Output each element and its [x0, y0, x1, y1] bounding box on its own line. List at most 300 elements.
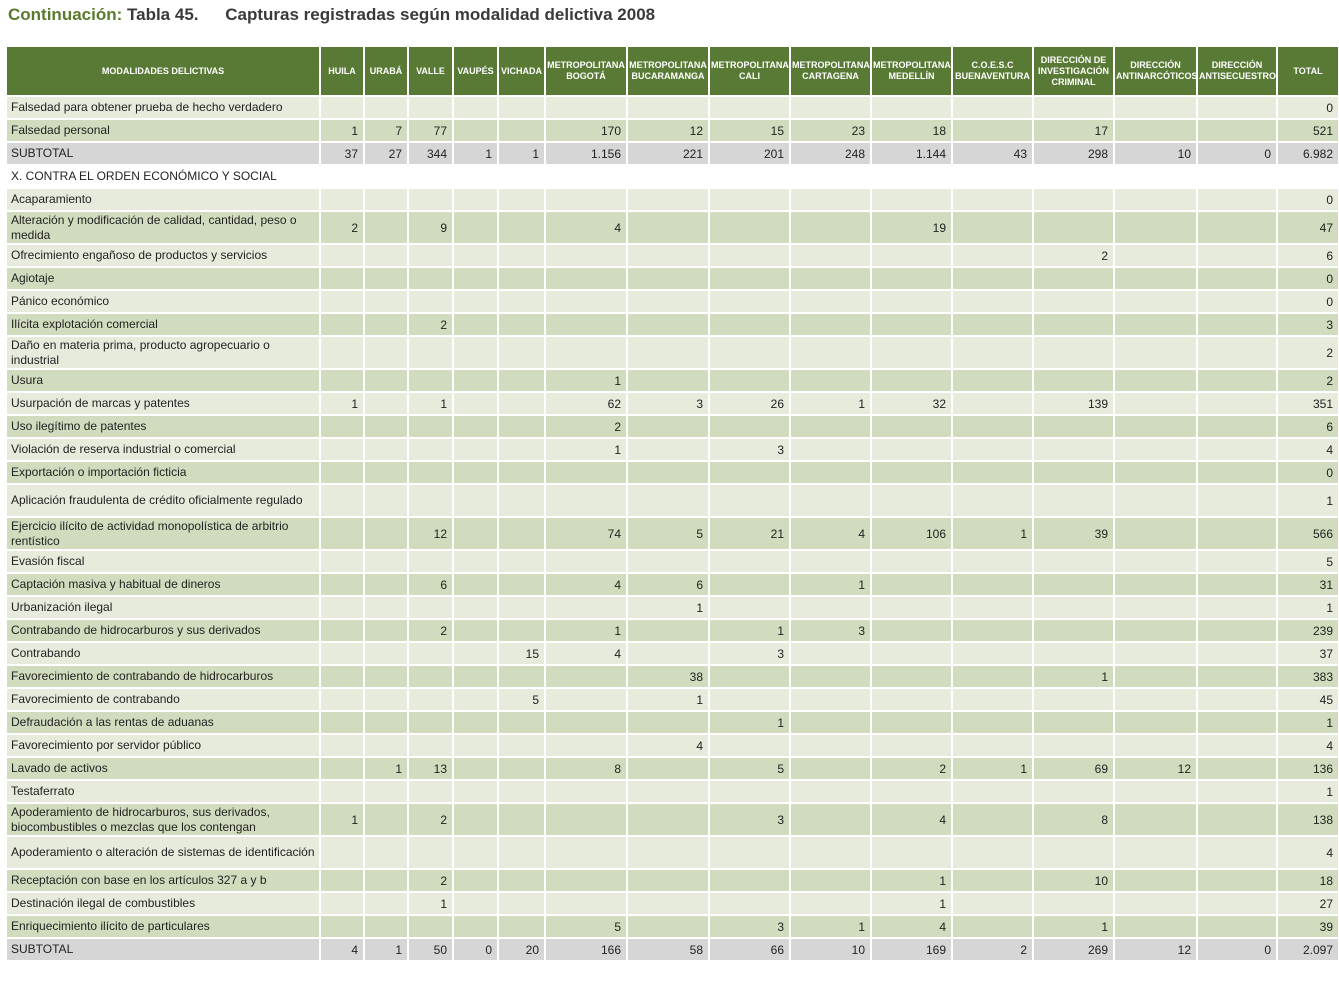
value-cell	[498, 369, 545, 392]
value-cell	[498, 869, 545, 892]
value-cell	[952, 915, 1033, 938]
value-cell: 2	[545, 415, 627, 438]
column-header-modalidades: MODALIDADES DELICTIVAS	[6, 46, 320, 96]
value-cell	[364, 550, 408, 573]
value-cell	[627, 313, 709, 336]
table-row	[6, 336, 1339, 369]
value-cell	[545, 461, 627, 484]
value-cell	[627, 188, 709, 211]
value-cell	[1114, 711, 1197, 734]
value-cell	[320, 892, 364, 915]
total-cell: 383	[1277, 665, 1339, 688]
value-cell: 3	[709, 438, 790, 461]
row-label: Defraudación a las rentas de aduanas	[6, 711, 320, 734]
total-cell: 0	[1277, 96, 1339, 119]
value-cell: 201	[709, 142, 790, 165]
table-number: Tabla 45.	[127, 5, 199, 24]
value-cell: 19	[871, 211, 952, 244]
value-cell	[453, 573, 498, 596]
value-cell	[408, 596, 453, 619]
value-cell	[1033, 734, 1114, 757]
value-cell	[498, 211, 545, 244]
value-cell	[364, 573, 408, 596]
row-label: SUBTOTAL	[6, 938, 320, 961]
value-cell	[408, 415, 453, 438]
value-cell	[320, 757, 364, 780]
value-cell	[498, 665, 545, 688]
table-row	[6, 573, 1339, 596]
value-cell: 39	[1033, 517, 1114, 550]
value-cell	[498, 244, 545, 267]
value-cell	[320, 596, 364, 619]
value-cell: 1	[790, 915, 871, 938]
column-header: VICHADA	[498, 46, 545, 96]
total-cell: 0	[1277, 461, 1339, 484]
row-label: Aplicación fraudulenta de crédito oficialmente regulado	[6, 484, 320, 517]
value-cell	[498, 573, 545, 596]
column-header: URABÁ	[364, 46, 408, 96]
value-cell: 12	[627, 119, 709, 142]
value-cell	[871, 267, 952, 290]
value-cell	[498, 392, 545, 415]
value-cell	[1197, 573, 1277, 596]
table-row	[6, 438, 1339, 461]
value-cell	[1114, 415, 1197, 438]
value-cell	[1033, 619, 1114, 642]
value-cell	[627, 836, 709, 869]
table-row	[6, 734, 1339, 757]
row-label: Falsedad personal	[6, 119, 320, 142]
value-cell: 26	[709, 392, 790, 415]
value-cell: 4	[545, 211, 627, 244]
value-cell	[871, 550, 952, 573]
total-cell: 2	[1277, 336, 1339, 369]
row-label: Pánico económico	[6, 290, 320, 313]
table-row	[6, 415, 1339, 438]
value-cell	[545, 550, 627, 573]
value-cell	[545, 336, 627, 369]
title-prefix: Continuación:	[8, 5, 123, 24]
value-cell	[871, 313, 952, 336]
value-cell: 69	[1033, 757, 1114, 780]
value-cell	[709, 688, 790, 711]
value-cell: 12	[1114, 757, 1197, 780]
value-cell	[364, 415, 408, 438]
value-cell	[1033, 369, 1114, 392]
row-label: Ejercicio ilícito de actividad monopolística de arbitrio rentístico	[6, 517, 320, 550]
value-cell: 2	[408, 869, 453, 892]
value-cell	[1197, 915, 1277, 938]
value-cell	[790, 484, 871, 517]
column-header: C.O.E.S.C BUENAVENTURA	[952, 46, 1033, 96]
value-cell	[627, 803, 709, 836]
value-cell	[1197, 517, 1277, 550]
value-cell	[790, 780, 871, 803]
value-cell	[453, 369, 498, 392]
value-cell	[1197, 438, 1277, 461]
value-cell	[364, 517, 408, 550]
value-cell	[1197, 836, 1277, 869]
table-row	[6, 188, 1339, 211]
value-cell	[320, 336, 364, 369]
table-row	[6, 290, 1339, 313]
total-cell: 1	[1277, 484, 1339, 517]
value-cell: 21	[709, 517, 790, 550]
value-cell	[1114, 336, 1197, 369]
value-cell: 37	[320, 142, 364, 165]
value-cell	[1114, 96, 1197, 119]
value-cell	[952, 290, 1033, 313]
value-cell	[498, 461, 545, 484]
value-cell	[871, 688, 952, 711]
value-cell	[453, 119, 498, 142]
value-cell	[453, 211, 498, 244]
value-cell	[453, 836, 498, 869]
total-cell: 136	[1277, 757, 1339, 780]
row-label: Daño en materia prima, producto agropecuario o industrial	[6, 336, 320, 369]
value-cell	[453, 780, 498, 803]
value-cell	[790, 290, 871, 313]
value-cell	[364, 392, 408, 415]
value-cell: 15	[709, 119, 790, 142]
value-cell	[790, 244, 871, 267]
value-cell	[320, 369, 364, 392]
value-cell: 8	[545, 757, 627, 780]
table-body	[6, 96, 1339, 961]
total-cell: 0	[1277, 267, 1339, 290]
value-cell	[1197, 484, 1277, 517]
column-header: VAUPÉS	[453, 46, 498, 96]
value-cell	[627, 757, 709, 780]
value-cell	[545, 596, 627, 619]
value-cell	[364, 711, 408, 734]
row-label: SUBTOTAL	[6, 142, 320, 165]
value-cell	[320, 734, 364, 757]
row-label: Falsedad para obtener prueba de hecho verdadero	[6, 96, 320, 119]
value-cell: 5	[627, 517, 709, 550]
value-cell	[952, 369, 1033, 392]
value-cell	[627, 892, 709, 915]
value-cell: 13	[408, 757, 453, 780]
value-cell	[1197, 461, 1277, 484]
value-cell	[453, 438, 498, 461]
value-cell	[320, 188, 364, 211]
value-cell	[952, 267, 1033, 290]
value-cell: 0	[453, 938, 498, 961]
value-cell: 12	[1114, 938, 1197, 961]
value-cell	[790, 438, 871, 461]
value-cell	[320, 438, 364, 461]
value-cell	[453, 290, 498, 313]
value-cell	[871, 573, 952, 596]
value-cell	[627, 290, 709, 313]
value-cell	[952, 711, 1033, 734]
value-cell	[498, 267, 545, 290]
row-label: Ilícita explotación comercial	[6, 313, 320, 336]
row-label: Urbanización ilegal	[6, 596, 320, 619]
value-cell: 10	[790, 938, 871, 961]
row-label: Captación masiva y habitual de dineros	[6, 573, 320, 596]
value-cell	[627, 461, 709, 484]
value-cell	[320, 96, 364, 119]
value-cell	[790, 596, 871, 619]
value-cell: 6	[408, 573, 453, 596]
value-cell	[871, 415, 952, 438]
value-cell	[408, 244, 453, 267]
value-cell: 1	[790, 392, 871, 415]
value-cell	[1033, 415, 1114, 438]
row-label: Evasión fiscal	[6, 550, 320, 573]
value-cell: 66	[709, 938, 790, 961]
value-cell	[364, 438, 408, 461]
value-cell	[1033, 336, 1114, 369]
total-cell: 0	[1277, 188, 1339, 211]
value-cell	[453, 803, 498, 836]
value-cell: 5	[545, 915, 627, 938]
value-cell	[952, 619, 1033, 642]
value-cell	[627, 915, 709, 938]
value-cell: 1	[320, 119, 364, 142]
value-cell: 3	[627, 392, 709, 415]
value-cell	[1033, 780, 1114, 803]
value-cell	[1197, 392, 1277, 415]
value-cell	[1033, 267, 1114, 290]
value-cell	[1033, 211, 1114, 244]
value-cell	[408, 267, 453, 290]
value-cell	[1114, 869, 1197, 892]
value-cell	[453, 711, 498, 734]
value-cell	[1033, 438, 1114, 461]
value-cell	[545, 734, 627, 757]
value-cell	[952, 869, 1033, 892]
value-cell	[453, 313, 498, 336]
value-cell	[453, 915, 498, 938]
column-header: DIRECCIÓN DE INVESTIGACIÓN CRIMINAL	[1033, 46, 1114, 96]
value-cell	[627, 550, 709, 573]
value-cell: 1	[545, 438, 627, 461]
total-cell: 521	[1277, 119, 1339, 142]
value-cell	[709, 573, 790, 596]
value-cell: 50	[408, 938, 453, 961]
table-row	[6, 96, 1339, 119]
total-cell: 6	[1277, 415, 1339, 438]
column-header: TOTAL	[1277, 46, 1339, 96]
value-cell	[627, 369, 709, 392]
value-cell	[1033, 688, 1114, 711]
value-cell	[952, 313, 1033, 336]
value-cell	[1114, 665, 1197, 688]
value-cell	[1033, 313, 1114, 336]
section-title: X. CONTRA EL ORDEN ECONÓMICO Y SOCIAL	[6, 165, 1339, 188]
value-cell	[1197, 313, 1277, 336]
value-cell	[498, 780, 545, 803]
value-cell	[453, 244, 498, 267]
value-cell: 5	[498, 688, 545, 711]
value-cell: 20	[498, 938, 545, 961]
value-cell	[1114, 836, 1197, 869]
value-cell	[709, 211, 790, 244]
value-cell	[408, 461, 453, 484]
value-cell	[709, 415, 790, 438]
value-cell	[627, 711, 709, 734]
value-cell: 4	[545, 642, 627, 665]
value-cell	[790, 892, 871, 915]
row-label: Destinación ilegal de combustibles	[6, 892, 320, 915]
value-cell: 1	[408, 392, 453, 415]
value-cell	[1114, 267, 1197, 290]
value-cell	[453, 757, 498, 780]
value-cell	[952, 96, 1033, 119]
table-row	[6, 461, 1339, 484]
value-cell	[498, 119, 545, 142]
row-label: Usurpación de marcas y patentes	[6, 392, 320, 415]
value-cell: 1	[408, 892, 453, 915]
subtotal-row	[6, 142, 1339, 165]
table-row	[6, 313, 1339, 336]
value-cell	[709, 369, 790, 392]
value-cell: 23	[790, 119, 871, 142]
value-cell	[1114, 780, 1197, 803]
section-header-row	[6, 165, 1339, 188]
value-cell	[1033, 188, 1114, 211]
value-cell	[498, 96, 545, 119]
value-cell	[627, 619, 709, 642]
total-cell: 138	[1277, 803, 1339, 836]
value-cell	[1114, 313, 1197, 336]
table-row	[6, 392, 1339, 415]
value-cell: 2	[952, 938, 1033, 961]
value-cell	[364, 596, 408, 619]
value-cell	[1197, 550, 1277, 573]
table-row	[6, 369, 1339, 392]
value-cell: 18	[871, 119, 952, 142]
value-cell	[871, 290, 952, 313]
row-label: Alteración y modificación de calidad, cantidad, peso o medida	[6, 211, 320, 244]
value-cell	[453, 517, 498, 550]
total-cell: 45	[1277, 688, 1339, 711]
column-header: METROPOLITANA CARTAGENA	[790, 46, 871, 96]
value-cell: 27	[364, 142, 408, 165]
value-cell: 3	[709, 915, 790, 938]
value-cell	[1197, 734, 1277, 757]
value-cell	[1033, 711, 1114, 734]
value-cell	[1114, 596, 1197, 619]
value-cell	[320, 915, 364, 938]
value-cell	[952, 780, 1033, 803]
value-cell: 0	[1197, 142, 1277, 165]
value-cell	[408, 438, 453, 461]
value-cell	[627, 869, 709, 892]
value-cell	[453, 461, 498, 484]
value-cell	[952, 336, 1033, 369]
row-label: Agiotaje	[6, 267, 320, 290]
total-cell: 5	[1277, 550, 1339, 573]
value-cell	[364, 188, 408, 211]
value-cell	[871, 711, 952, 734]
row-label: Usura	[6, 369, 320, 392]
value-cell	[498, 484, 545, 517]
value-cell	[1197, 757, 1277, 780]
value-cell	[545, 665, 627, 688]
value-cell	[408, 688, 453, 711]
value-cell	[952, 244, 1033, 267]
value-cell	[453, 96, 498, 119]
value-cell	[320, 267, 364, 290]
table-header-row	[6, 46, 1339, 96]
value-cell	[952, 188, 1033, 211]
value-cell	[498, 711, 545, 734]
value-cell: 43	[952, 142, 1033, 165]
total-cell: 47	[1277, 211, 1339, 244]
value-cell	[453, 188, 498, 211]
value-cell	[1033, 461, 1114, 484]
table-row	[6, 119, 1339, 142]
total-cell: 39	[1277, 915, 1339, 938]
value-cell: 3	[790, 619, 871, 642]
value-cell	[1197, 96, 1277, 119]
value-cell	[1197, 780, 1277, 803]
column-header: METROPOLITANA BOGOTÁ	[545, 46, 627, 96]
value-cell	[627, 244, 709, 267]
value-cell	[709, 188, 790, 211]
value-cell	[952, 734, 1033, 757]
value-cell	[790, 757, 871, 780]
row-label: Acaparamiento	[6, 188, 320, 211]
value-cell: 10	[1114, 142, 1197, 165]
value-cell: 169	[871, 938, 952, 961]
value-cell: 4	[871, 803, 952, 836]
value-cell	[871, 461, 952, 484]
row-label: Favorecimiento de contrabando	[6, 688, 320, 711]
value-cell	[320, 313, 364, 336]
value-cell	[453, 892, 498, 915]
value-cell	[1197, 596, 1277, 619]
value-cell: 2	[408, 313, 453, 336]
table-caption: Capturas registradas según modalidad delictiva 2008	[225, 5, 656, 24]
value-cell	[709, 665, 790, 688]
value-cell	[1114, 461, 1197, 484]
total-cell: 3	[1277, 313, 1339, 336]
total-cell: 0	[1277, 290, 1339, 313]
value-cell: 15	[498, 642, 545, 665]
value-cell	[627, 438, 709, 461]
value-cell	[627, 415, 709, 438]
value-cell	[790, 550, 871, 573]
value-cell: 58	[627, 938, 709, 961]
value-cell	[408, 665, 453, 688]
value-cell	[1114, 244, 1197, 267]
value-cell	[952, 803, 1033, 836]
value-cell	[545, 803, 627, 836]
value-cell	[408, 780, 453, 803]
value-cell	[871, 484, 952, 517]
value-cell	[408, 836, 453, 869]
table-row	[6, 211, 1339, 244]
value-cell: 9	[408, 211, 453, 244]
row-label: Apoderamiento o alteración de sistemas de identificación	[6, 836, 320, 869]
value-cell	[1114, 688, 1197, 711]
value-cell: 1	[498, 142, 545, 165]
value-cell	[709, 96, 790, 119]
row-label: Contrabando de hidrocarburos y sus derivados	[6, 619, 320, 642]
value-cell	[498, 415, 545, 438]
value-cell	[1197, 119, 1277, 142]
value-cell: 1	[709, 711, 790, 734]
value-cell	[545, 688, 627, 711]
value-cell: 32	[871, 392, 952, 415]
value-cell	[790, 665, 871, 688]
value-cell	[1197, 336, 1277, 369]
